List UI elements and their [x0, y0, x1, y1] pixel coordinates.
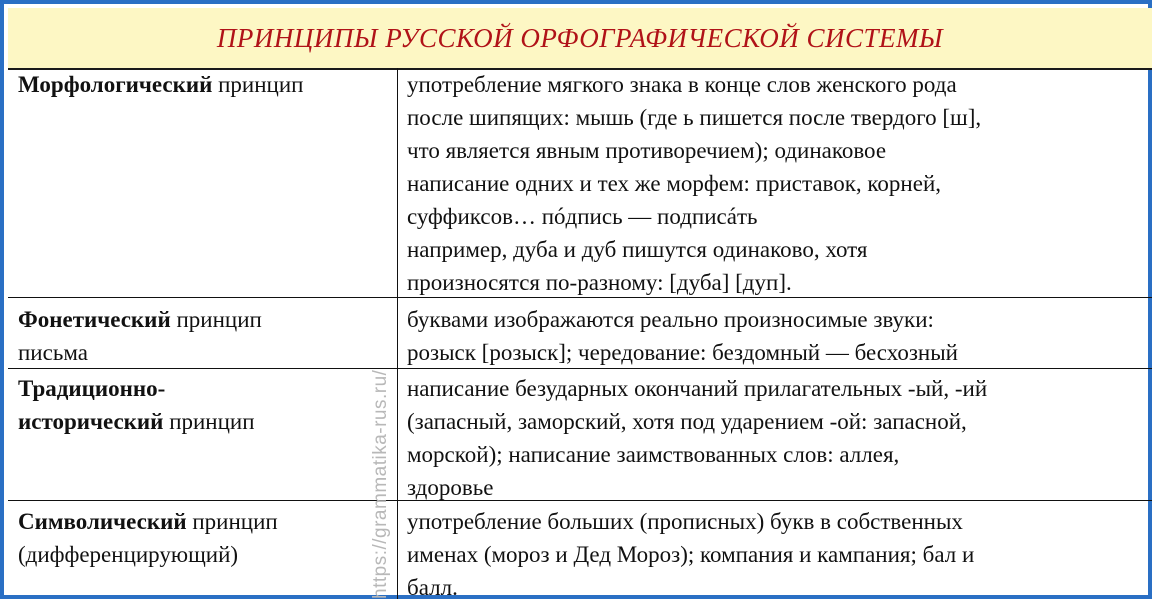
principle-name-bold: Фонетический: [18, 307, 171, 332]
principle-desc-symbolic: [407, 505, 1147, 604]
desc-line: что является явным противоречием); одинаковое: [407, 138, 887, 163]
principle-name-rest: принцип: [186, 509, 278, 534]
principle-desc-traditional: [407, 372, 1147, 504]
column-divider: [397, 68, 398, 599]
desc-line: буквами изображаются реально произносимые звуки:: [407, 307, 934, 332]
principle-name-line2: письма: [18, 340, 88, 365]
principle-name-rest: принцип: [212, 72, 304, 97]
principle-name-bold: Символический: [18, 509, 187, 534]
principle-name-traditional: [18, 372, 393, 438]
desc-line: например, дуба и дуб пишутся одинаково, хотя: [407, 237, 868, 262]
desc-line: употребление мягкого знака в конце слов женского рода: [407, 72, 957, 97]
desc-line: употребление больших (прописных) букв в собственных: [407, 509, 963, 534]
desc-line: (запасный, заморский, хотя под ударением -ой: запасной,: [407, 409, 967, 434]
table-header: [8, 8, 1152, 70]
principle-name-rest: принцип: [170, 307, 262, 332]
desc-line: произносятся по-разному: [дуба] [дуп].: [407, 270, 792, 295]
principle-name-morphological: [18, 68, 393, 101]
principle-name-bold: исторический: [18, 409, 164, 434]
principle-desc-phonetic: [407, 303, 1147, 369]
desc-line: здоровье: [407, 475, 494, 500]
principle-name-symbolic: [18, 505, 393, 571]
desc-line: розыск [розыск]; чередование: бездомный — бесхозный: [407, 340, 958, 365]
desc-line: суффиксов… пóдпись — подписáть: [407, 204, 758, 229]
desc-line: после шипящих: мышь (где ь пишется после твердого [ш],: [407, 105, 982, 130]
principle-name-line2: (дифференцирующий): [18, 542, 239, 567]
principle-name-bold: Традиционно-: [18, 376, 166, 401]
desc-line: написание одних и тех же морфем: приставок, корней,: [407, 171, 942, 196]
watermark-url: https://grammatika-rus.ru/: [370, 369, 391, 599]
table-title: ПРИНЦИПЫ РУССКОЙ ОРФОГРАФИЧЕСКОЙ СИСТЕМЫ: [216, 22, 944, 53]
desc-line: балл.: [407, 575, 458, 600]
desc-line: морской); написание заимствованных слов: аллея,: [407, 442, 900, 467]
principle-name-phonetic: [18, 303, 393, 369]
principle-name-rest: принцип: [163, 409, 255, 434]
principle-name-bold: Морфологический: [18, 72, 213, 97]
desc-line: написание безударных окончаний прилагательных -ый, -ий: [407, 376, 988, 401]
desc-line: именах (мороз и Дед Мороз); компания и кампания; бал и: [407, 542, 975, 567]
principle-desc-morphological: [407, 68, 1147, 299]
